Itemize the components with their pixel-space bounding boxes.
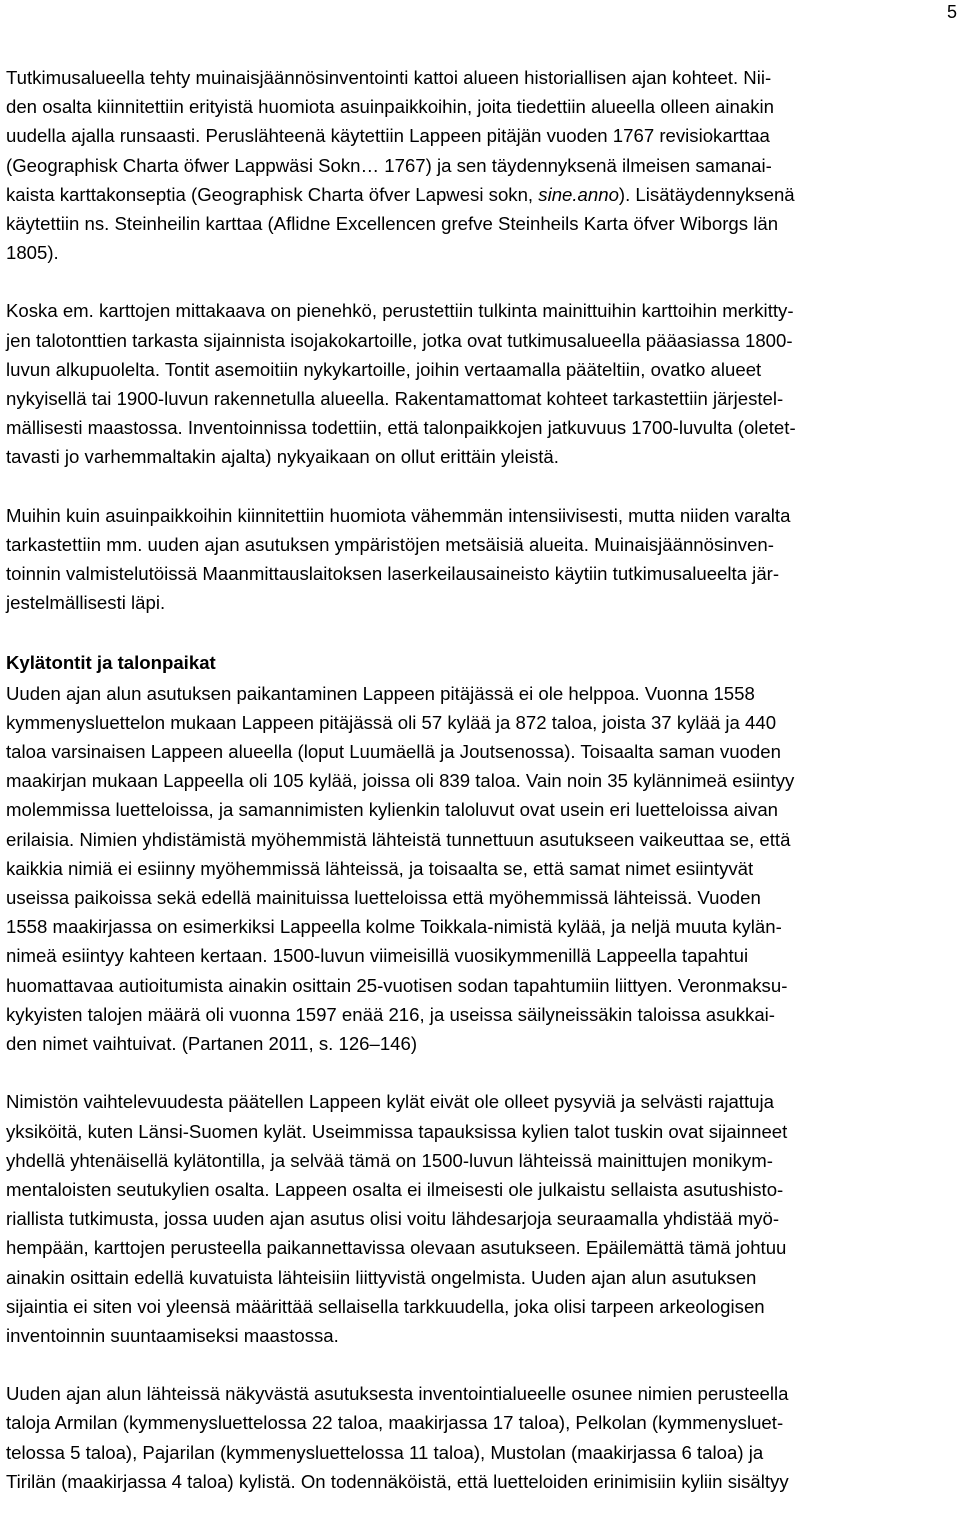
paragraph-survey-area-villages: Uuden ajan alun lähteissä näkyvästä asutuksesta inventointialueelle osunee nimien perusteella taloja Armilan (kymmenysluettelossa 22 taloa, maakirjassa 17 taloa), Pelkolan (kymmenysluet- telossa 5 taloa), Pajarilan (kymmenysluettelossa 11 taloa), Mustolan (maakirjassa 6 taloa) ja Tirilän (maakirjassa 4 taloa) kylistä. On todennäköistä, että luetteloiden erinimisiin kyliin sisältyy [6, 1383, 789, 1492]
paragraph-settlement-history: Uuden ajan alun asutuksen paikantaminen Lappeen pitäjässä ei ole helppoa. Vuonna 1558 kymmenysluettelon mukaan Lappeen pitäjässä oli 57 kylää ja 872 taloa, joista 37 kylää ja 440 taloa varsinaisen Lappeen alueella (loput Luumäellä ja Joutsenossa). Toisaalta saman vuoden maakirjan mukaan Lappeella oli 105 kylää, joissa oli 839 taloa. Vain noin 35 kylännimeä esiintyy molemmissa luetteloissa, ja samannimisten kylienkin taloluvut ovat usein eri luetteloissa aivan erilaisia. Nimien yhdistämistä myöhemmistä lähteistä tunnettuun asutukseen vaikeuttaa se, että kaikkia nimiä ei esiinny myöhemmissä lähteissä, ja toisaalta se, että samat nimet esiintyvät useissa paikoissa sekä edellä mainituissa luetteloissa että myöhemmissä lähteissä. Vuoden 1558 maakirjassa on esimerkiksi Lappeella kolme Toikkala-nimistä kylää, ja neljä muuta kylän- nimeä esiintyy kahteen kertaan. 1500-luvun viimeisillä vuosikymmenillä Lappeella tapahtui huomattavaa autioitumista ainakin osittain 25-vuotisen sodan tapahtumiin liittyen. Veronmaksu- kykyisten talojen määrä oli vuonna 1597 enää 216, ja useissa säilyneissäkin taloissa asukkai- den nimet vaihtuivat. (Partanen 2011, s. 126–146) [6, 682, 795, 1055]
italic-term: sine.anno [538, 183, 619, 205]
paragraph-inventory-scope [6, 63, 954, 267]
paragraph-text: Tutkimusalueella tehty muinaisjäännösinventointi kattoi alueen historiallisen ajan kohteet. Nii- den osalta kiinnitettiin erityistä huomiota asuinpaikkoihin, joita tiedettiin alueella olleen ainakin uudella ajalla runsaasti. Peruslähteenä käytettiin Lappeen pitäjän vuoden 1767 revisiokarttaa (Geographisk Charta öfwer Lappwäsi Sokn… 1767) ja sen täydennyksenä ilmeisen samanai- kaista karttakonseptia (Geographisk Charta öfver Lapwesi sokn, [6, 67, 774, 205]
paragraph-other-sites: Muihin kuin asuinpaikkoihin kiinnitettiin huomiota vähemmän intensiivisesti, mutta niiden varalta tarkastettiin mm. uuden ajan asutuksen ympäristöjen metsäisiä alueita. Muinaisjäännösinven- toinnin valmistelutöissä Maanmittauslaitoksen laserkeilausaineisto käytiin tutkimusalueelta jär- jestelmällisesti läpi. [6, 504, 791, 614]
paragraph-village-variability: Nimistön vaihtelevuudesta päätellen Lappeen kylät eivät ole olleet pysyviä ja selvästi rajattuja yksiköitä, kuten Länsi-Suomen kylät. Useimmissa tapauksissa kylien talot tuskin ovat sijainneet yhdellä yhtenäisellä kylätontilla, ja selvää tämä on 1500-luvun lähteissä mainittujen monikym- mentaloisten seutukylien osalta. Lappeen osalta ei ilmeisesti ole julkaistu sellaista asutushisto- riallista tutkimusta, jossa uuden ajan asutus olisi voitu lähdesarjoja seuraamalla yhdistää myö- hempään, karttojen perusteella paikannettavissa olevaan asutukseen. Epäilemättä tämä johtuu ainakin osittain edellä kuvatuista lähteisiin liittyvistä ongelmista. Uuden ajan alun asutuksen sijaintia ei siten voi yleensä määrittää sellaisella tarkkuudella, joka olisi tarpeen arkeologisen inventoinnin suuntaamiseksi maastossa. [6, 1091, 788, 1346]
page-number: 5 [946, 2, 957, 22]
document-body [6, 63, 954, 1496]
section-heading: Kylätontit ja talonpaikat [6, 652, 216, 674]
paragraph-map-interpretation: Koska em. karttojen mittakaava on pienehkö, perustettiin tulkinta mainittuihin karttoihin merkitty- jen talotonttien tarkasta sijainnista isojakokartoille, jotka ovat tutkimusalueella pääasiassa 1800- luvun alkupuolelta. Tontit asemoitiin nykykartoille, joihin vertaamalla pääteltiin, ovatko alueet nykyisellä tai 1900-luvun rakennetulla alueella. Rakentamattomat kohteet tarkastettiin järjestel- mällisesti maastossa. Inventoinnissa todettiin, että talonpaikkojen jatkuvuus 1700-luvulta (oletet- tavasti jo varhemmaltakin ajalta) nykyaikaan on ollut erittäin yleistä. [6, 300, 796, 468]
paragraph-text: ). Lisätäydennyksenä käytettiin ns. Steinheilin karttaa (Aflidne Excellencen grefve Steinheils Karta öfver Wiborgs län 1805). [6, 183, 795, 264]
